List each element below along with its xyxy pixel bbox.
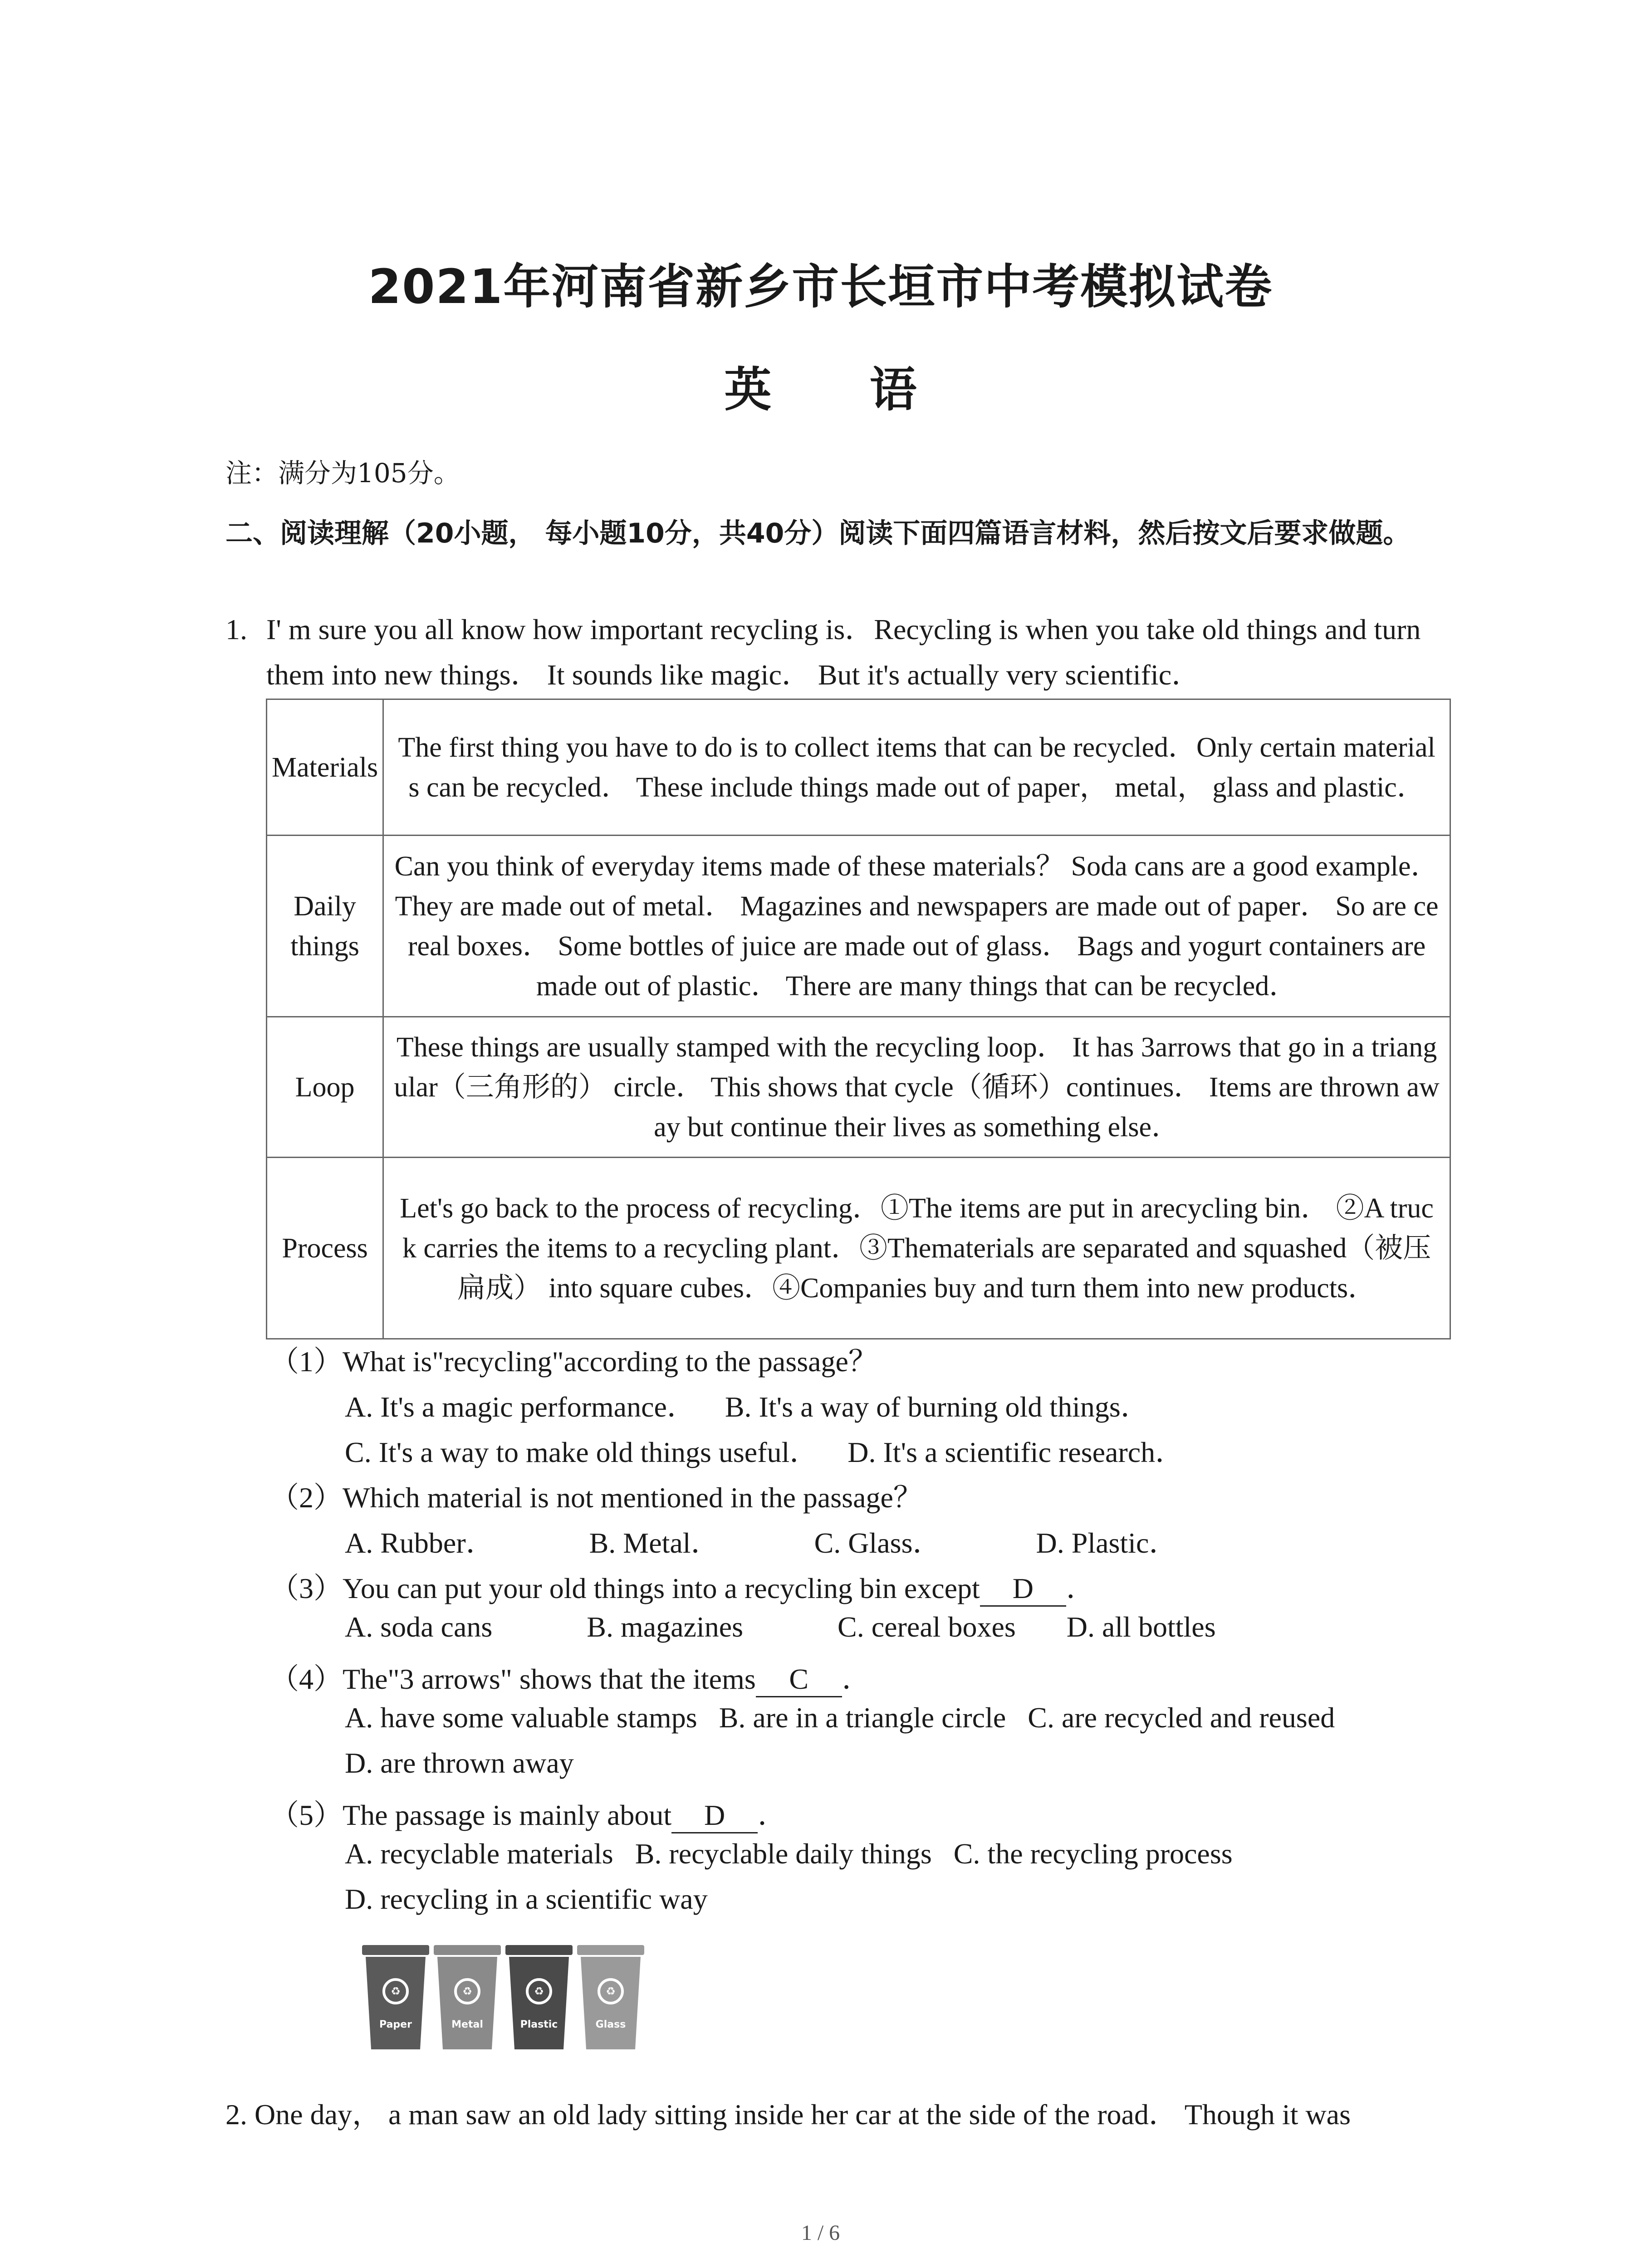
recycling-bin-metal — [434, 1945, 501, 2049]
sub-question-1 — [270, 1338, 877, 1380]
sub-question-stem: The"3 arrows" shows that the items — [343, 1663, 756, 1695]
passage-text: I' m sure you all know how important recycling is．Recycling is when you take old things and turn them into new things． It sounds like magic． But it's actually very scientific． — [266, 613, 1421, 691]
table-row — [267, 699, 1450, 836]
recycling-bin-plastic — [505, 1945, 573, 2049]
options-line: A. Rubber． B. Metal． C. Glass． D. Plastic． — [345, 1527, 1178, 1559]
score-note: 注：满分为105分。 — [225, 458, 460, 489]
recycling-bin-glass — [577, 1945, 644, 2049]
answer-blank: C — [756, 1662, 842, 1697]
question-2-intro — [225, 2091, 1351, 2133]
sub-question-stem: You can put your old things into a recycling bin except — [343, 1572, 980, 1604]
options-line: A. It's a magic performance． B. It's a way of burning old things． — [345, 1391, 1150, 1423]
question-number: 2. — [225, 2098, 247, 2131]
recycling-table — [266, 699, 1451, 1339]
sub-question-stem-end: ． — [842, 1663, 871, 1695]
table-row — [267, 836, 1450, 1017]
sub-question-stem: Which material is not mentioned in the passage？ — [343, 1481, 922, 1514]
sub-question-5 — [270, 1792, 787, 1833]
sub-question-stem: The passage is mainly about — [343, 1799, 672, 1831]
answer-blank: D — [980, 1572, 1066, 1607]
bin-label: Glass — [595, 2019, 626, 2030]
svg-text:♻: ♻ — [534, 1985, 544, 1998]
passage-text: One day， a man saw an old lady sitting inside her car at the side of the road． Though it was — [255, 2098, 1351, 2131]
options-line: D. recycling in a scientific way — [345, 1883, 708, 1915]
svg-text:♻: ♻ — [391, 1985, 401, 1998]
sub-question-number: （4） — [270, 1663, 343, 1695]
sub-question-stem: What is"recycling"according to the passage？ — [343, 1345, 877, 1378]
options-line: A. soda cans B. magazines C. cereal boxes D. all bottles — [345, 1611, 1216, 1643]
sub-question-number: （5） — [270, 1799, 343, 1831]
recycling-bins-image — [358, 1941, 649, 2055]
table-row-body: The first thing you have to do is to collect items that can be recycled．Only certain materials can be recycled． These include things made out of paper， metal， glass and plastic． — [383, 699, 1450, 836]
table-row-head: Daily things — [267, 836, 383, 1017]
svg-text:♻: ♻ — [606, 1985, 616, 1998]
table-row-body: Can you think of everyday items made of these materials？ Soda cans are a good example． They are made out of metal． Magazines and newspapers are made out of paper． So are cereal boxes． Some bottles of juice are made out of glass． Bags and yogurt containers are made out of plastic． There are many things that can be recycled． — [383, 836, 1450, 1017]
table-row-head: Loop — [267, 1017, 383, 1158]
sub-question-stem-end: ． — [1066, 1572, 1095, 1604]
table-row-body: These things are usually stamped with the recycling loop． It has 3arrows that go in a triangular（三角形的） circle． This shows that cycle（循环）continues． Items are thrown away but continue their lives as something else． — [383, 1017, 1450, 1158]
options-line: A. recyclable materials B. recyclable daily things C. the recycling process — [345, 1838, 1233, 1870]
table-row-head: Process — [267, 1158, 383, 1339]
subject-title: 英 语 — [724, 362, 958, 417]
table-row-head: Materials — [267, 699, 383, 836]
bin-label: Paper — [379, 2019, 412, 2030]
sub-question-stem-end: ． — [758, 1799, 787, 1831]
question-number: 1. — [225, 613, 247, 645]
sub-question-4 — [270, 1656, 871, 1697]
sub-question-number: （1） — [270, 1345, 343, 1378]
sub-question-number: （3） — [270, 1572, 343, 1604]
bin-label: Metal — [451, 2019, 483, 2030]
table-row — [267, 1158, 1450, 1339]
options-line: C. It's a way to make old things useful． D. It's a scientific research． — [345, 1436, 1185, 1468]
sub-question-2 — [270, 1474, 922, 1516]
question-1-intro — [225, 607, 1450, 698]
section-heading: 二、阅读理解（20小题， 每小题10分，共40分）阅读下面四篇语言材料，然后按文后要求做题。 — [225, 518, 1411, 549]
page-title: 2021年河南省新乡市长垣市中考模拟试卷 — [368, 259, 1273, 314]
sub-question-3 — [270, 1565, 1095, 1607]
options-line: A. have some valuable stamps B. are in a triangle circle C. are recycled and reused — [345, 1701, 1335, 1734]
recycling-bin-paper — [362, 1945, 429, 2049]
sub-question-number: （2） — [270, 1481, 343, 1514]
bin-label: Plastic — [520, 2019, 558, 2030]
svg-text:♻: ♻ — [462, 1985, 472, 1998]
options-line: D. are thrown away — [345, 1747, 574, 1779]
table-row-body: Let's go back to the process of recycling．①The items are put in arecycling bin． ②A truck carries the items to a recycling plant．③Thematerials are separated and squashed（被压扁成） into square cubes．④Companies buy and turn them into new products． — [383, 1158, 1450, 1339]
table-row — [267, 1017, 1450, 1158]
answer-blank: D — [671, 1799, 758, 1833]
page-number: 1 / 6 — [801, 2221, 840, 2245]
